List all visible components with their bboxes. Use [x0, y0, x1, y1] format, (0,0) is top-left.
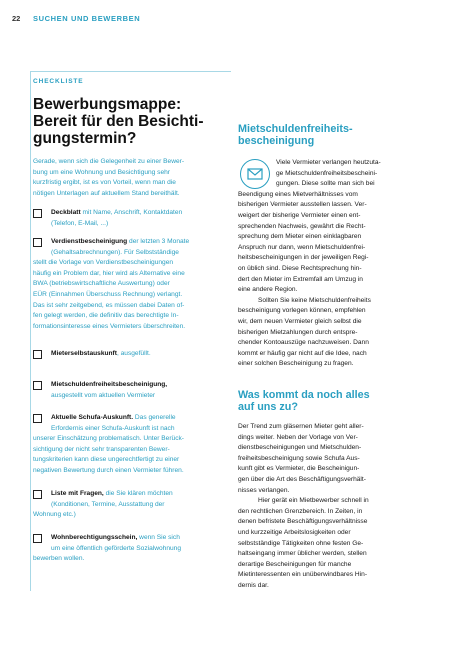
text-line: Anspruch nur dann, wenn Mietschuldenfrei- — [238, 243, 366, 251]
text-line: kommt er häufig gar nicht auf die Idee, nach — [238, 349, 367, 357]
checkbox[interactable] — [33, 381, 42, 390]
item-line: tungskriterien kann diese ungerechtfertigt zu einer — [33, 456, 180, 464]
text-line: heitsbescheinigungen in der jeweiligen Regi- — [238, 254, 369, 262]
checklist-item-wbs — [33, 533, 233, 565]
item-line: Erfordernis einer Schufa-Auskunft ist nach — [51, 424, 175, 432]
item-text: die Sie klären möchten — [103, 490, 173, 497]
text-line: gen über die Art des Beschäftigungsverhält- — [238, 475, 366, 483]
heading-line: gungstermin? — [33, 130, 137, 147]
checkbox[interactable] — [33, 238, 42, 247]
item-title: Deckblatt — [51, 209, 81, 216]
heading-mietschuldenfreiheit — [238, 124, 428, 147]
item-text: wenn Sie sich — [137, 534, 180, 541]
text-line: selbstständige Tätigkeiten ohne festen Ge- — [238, 539, 364, 547]
item-text: der letzten 3 Monate — [127, 238, 190, 245]
text-line: weigert der bisherige Vermieter einen ent- — [238, 211, 361, 219]
paragraph-was-kommt — [238, 422, 436, 592]
item-line: sichtigung der nicht sehr transparenten Bewer- — [33, 445, 170, 453]
item-title: Mietschuldenfreiheitsbescheinigung, — [51, 381, 168, 388]
item-line: BWA (betriebswirtschaftliche Auswertung) oder — [33, 280, 170, 288]
text-line: Viele Vermieter verlangen heutzuta- — [276, 159, 381, 166]
text-line: Beendigung eines Mietverhältnisses vom — [238, 190, 358, 198]
text-line: dernis dar. — [238, 581, 269, 589]
checklist-item-schufa — [33, 413, 233, 477]
checklist-item-fragen — [33, 489, 233, 521]
item-line: (Telefon, E-Mail, ...) — [51, 219, 109, 227]
checklist-item-selbstauskunft — [33, 349, 233, 360]
item-text: , ausgefüllt. — [116, 350, 151, 357]
heading-line: bescheinigung — [238, 134, 315, 147]
item-title: Liste mit Fragen, — [51, 490, 104, 497]
text-line: bescheinigung vorlegen können, empfehlen — [238, 307, 366, 315]
item-title: Wohnberechtigungsschein, — [51, 534, 138, 541]
checklist-intro — [33, 157, 233, 199]
checkbox[interactable] — [33, 414, 42, 423]
item-line: (Konditionen, Termine, Ausstattung der — [51, 500, 165, 508]
text-line: ge Mietschuldenfreiheitsbescheini- — [276, 169, 378, 177]
item-text: Das generelle — [133, 414, 176, 421]
item-line: fen gelegt werden, die definitiv das berechtigte In- — [33, 312, 179, 320]
text-line: den rechtlichen Grenzbereich. In Zeiten, in — [238, 507, 363, 515]
heading-line: Bereit für den Besichti- — [33, 113, 204, 130]
text-line: dienstbescheinigungen und Mietschulden- — [238, 444, 362, 452]
checklist-item-deckblatt — [33, 208, 233, 229]
text-line: derartige Bescheinigungen für manche — [238, 560, 352, 568]
intro-line: bung um eine Wohnung und Besichtigung sehr — [33, 168, 170, 176]
text-line: Sollten Sie keine Mietschuldenfreiheits — [258, 296, 371, 304]
paragraph-mietschuldenfreiheit — [238, 158, 436, 370]
text-line: kunft gibt es Vermieter, die Bescheinigun- — [238, 465, 360, 473]
item-line: stellt die Vorlage von Verdienstbescheinigungen — [33, 259, 174, 267]
text-line: freiheitsbescheinigung sowie Schufa Aus- — [238, 454, 360, 462]
text-line: chender Kontoauszüge nachzuweisen. Dann — [238, 339, 369, 347]
checklist-box — [30, 71, 230, 591]
section-title: SUCHEN UND BEWERBEN — [33, 14, 141, 23]
text-line: denen befristete Beschäftigungsverhältnisse — [238, 518, 368, 526]
text-line: wir, dem neuen Vermieter gleich selbst die — [238, 317, 362, 325]
item-line: negativen Bewertung durch einen Vermieter führen. — [33, 466, 184, 474]
item-line: formationsinteresse eines Vermieters überschreiten. — [33, 322, 186, 330]
checkbox[interactable] — [33, 490, 42, 499]
checklist-heading — [33, 96, 233, 147]
text-line: Der Trend zum gläsernen Mieter geht aller- — [238, 423, 364, 430]
item-title: Verdienstbescheinigung — [51, 238, 128, 245]
checklist-item-verdienst — [33, 237, 233, 332]
heading-was-kommt — [238, 390, 428, 413]
text-line: und kurzzeitige Arbeitslosigkeiten oder — [238, 528, 351, 536]
intro-line: Gerade, wenn sich die Gelegenheit zu einer Bewer- — [33, 158, 185, 165]
item-line: häufig ein Problem dar, hier wird als Alternative eine — [33, 269, 185, 277]
checkbox[interactable] — [33, 534, 42, 543]
item-line: (Gehaltsabrechnungen). Für Selbstständige — [51, 248, 179, 256]
heading-line: Bewerbungsmappe: — [33, 96, 182, 113]
item-line: ausgestellt vom aktuellen Vermieter — [51, 391, 156, 399]
item-line: bewerben wollen. — [33, 555, 85, 563]
heading-line: Mietschuldenfreiheits- — [238, 123, 353, 135]
intro-line: kurzfristig ergibt, ist es von Vorteil, wenn man die — [33, 179, 176, 187]
heading-line: Was kommt da noch alles — [238, 389, 370, 401]
item-line: EÜR (Einnahmen Überschuss Rechnung) verlangt. — [33, 290, 183, 298]
text-line: sprechung dem Mieter einen einklagbaren — [238, 233, 362, 241]
heading-line: auf uns zu? — [238, 400, 298, 413]
checkbox[interactable] — [33, 350, 42, 359]
text-line: eine andere Region. — [238, 286, 298, 294]
text-line: nisses verlangen. — [238, 486, 290, 494]
text-line: Mietinteressenten ein unüberwindbares Hin- — [238, 571, 368, 579]
text-line: Hier gerät ein Mietbewerber schnell in — [258, 497, 369, 505]
intro-line: nötigen Unterlagen auf aktuellem Stand bereithält. — [33, 189, 180, 197]
text-line: dings weiter. Neben der Vorlage von Ver- — [238, 433, 358, 441]
checklist-label: CHECKLISTE — [33, 78, 84, 85]
item-title: Aktuelle Schufa-Auskunft. — [51, 414, 134, 421]
text-line: einer solchen Bescheinigung zu fragen. — [238, 360, 354, 368]
text-line: on üblich sind. Diese Rechtsprechung hin- — [238, 264, 362, 272]
text-line: bisherigen Vermieter ausstellen lassen. Ver- — [238, 201, 367, 209]
page-header — [0, 14, 458, 28]
item-text: mit Name, Anschrift, Kontaktdaten — [80, 209, 183, 216]
item-title: Mieterselbstauskunft — [51, 350, 117, 357]
item-line: Das ist sehr zeitgebend, es müssen dabei Daten of- — [33, 301, 185, 309]
text-line: haltseingang immer üblicher werden, stellen — [238, 550, 367, 558]
item-line: um eine öffentlich geförderte Sozialwohnung — [51, 544, 182, 552]
item-line: Wohnung etc.) — [33, 511, 76, 519]
text-line: bisherigen Mietzahlungen durch entspre- — [238, 328, 358, 336]
text-line: sprechenden Nachweis, gewährt die Recht- — [238, 222, 366, 230]
checklist-item-mietschuldenfreiheit — [33, 380, 233, 401]
item-line: unserer Einschätzung problematisch. Unter Berück- — [33, 435, 184, 443]
text-line: dert den Mieter im Extremfall am Umzug in — [238, 275, 363, 283]
checkbox[interactable] — [33, 209, 42, 218]
page-number: 22 — [12, 14, 21, 23]
text-line: gungen. Diese sollte man sich bei — [276, 180, 375, 188]
